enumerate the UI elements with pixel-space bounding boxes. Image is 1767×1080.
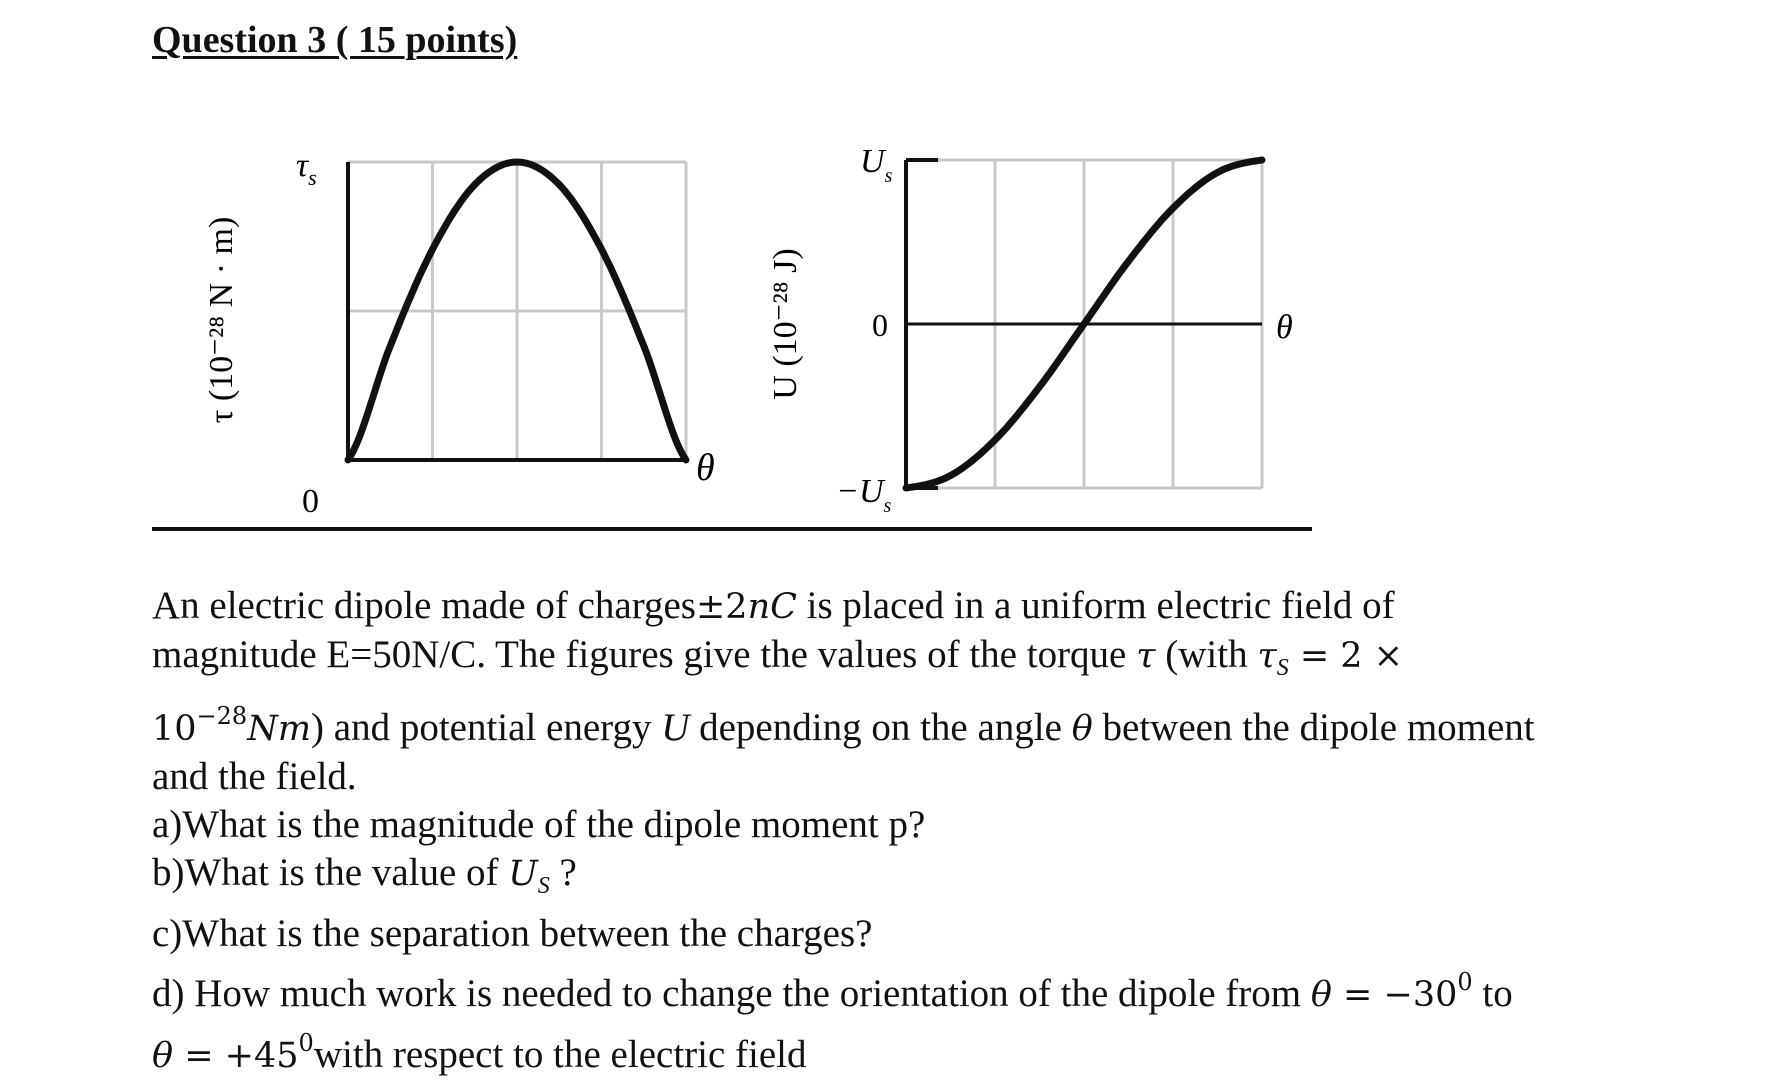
question-b <box>152 849 1672 910</box>
statement-text: between the dipole moment <box>1092 706 1535 749</box>
question-d <box>152 958 1672 1019</box>
statement-text: An electric dipole made of charges <box>152 584 696 627</box>
energy-ytick-top: $U_s$ <box>860 143 893 187</box>
tau-s-symbol: τ <box>1257 636 1277 676</box>
question-text: d) How much work is needed to change the orientation of the dipole from <box>152 972 1311 1015</box>
energy-chart <box>767 143 1293 517</box>
u-symbol: U <box>661 706 690 749</box>
question-c: c)What is the separation between the charges? <box>152 912 873 955</box>
power-base: 10 <box>152 709 197 749</box>
angle-value: = +45 <box>173 1036 299 1076</box>
question-heading: Question 3 ( 15 points) <box>152 19 518 61</box>
problem-line-4: and the field. <box>152 755 357 798</box>
tau-symbol: τ <box>1136 636 1156 676</box>
degree-superscript: 0 <box>1457 968 1473 996</box>
statement-text: depending on the angle <box>689 706 1072 749</box>
statement-text: ) and potential energy <box>311 706 662 749</box>
torque-gridlines <box>348 162 686 460</box>
question-a: a)What is the magnitude of the dipole moment p? <box>152 803 926 846</box>
tau-s-equation: = 2 × <box>1288 636 1403 676</box>
torque-x-axis-label: θ <box>696 447 715 489</box>
energy-y-axis-label: U (10⁻²⁸ J) <box>767 248 804 400</box>
energy-ytick-zero: 0 <box>872 307 888 343</box>
statement-text: is placed in a uniform electric field of <box>796 584 1395 627</box>
problem-text <box>152 582 1672 1080</box>
torque-y-axis-label: τ (10⁻²⁸ N · m) <box>203 216 240 424</box>
energy-ytick-bottom: $-U_s$ <box>836 473 892 517</box>
degree-superscript: 0 <box>298 1029 314 1057</box>
question-d-line-2 <box>152 1019 1672 1080</box>
problem-line-3 <box>152 692 1672 753</box>
statement-text: (with <box>1155 633 1258 676</box>
section-divider <box>152 527 1312 531</box>
tau-s-subscript: S <box>1276 655 1289 681</box>
angle-value: = −30 <box>1331 975 1458 1015</box>
question-text: ? <box>549 851 577 894</box>
torque-ytick-top: $\tau_s$ <box>296 147 317 190</box>
theta-symbol: θ <box>152 1036 174 1076</box>
power-exponent: −28 <box>196 702 248 730</box>
torque-chart <box>203 147 715 520</box>
torque-ytick-zero: 0 <box>302 483 319 520</box>
statement-text: magnitude E=50N/C. The figures give the values of the torque <box>152 633 1137 676</box>
theta-symbol: θ <box>1071 709 1093 749</box>
question-text: b)What is the value of <box>152 851 509 894</box>
charge-value: ±2 <box>695 587 748 627</box>
problem-line-2 <box>152 631 1672 692</box>
us-symbol: U <box>508 854 538 894</box>
charge-unit: nC <box>747 587 797 627</box>
energy-x-axis-label: θ <box>1276 309 1293 346</box>
question-text: to <box>1472 972 1513 1015</box>
torque-unit: Nm <box>247 709 312 749</box>
us-subscript: S <box>537 873 550 899</box>
theta-symbol: θ <box>1310 975 1332 1015</box>
problem-line-1 <box>152 582 1672 631</box>
question-text: with respect to the electric field <box>313 1033 807 1076</box>
